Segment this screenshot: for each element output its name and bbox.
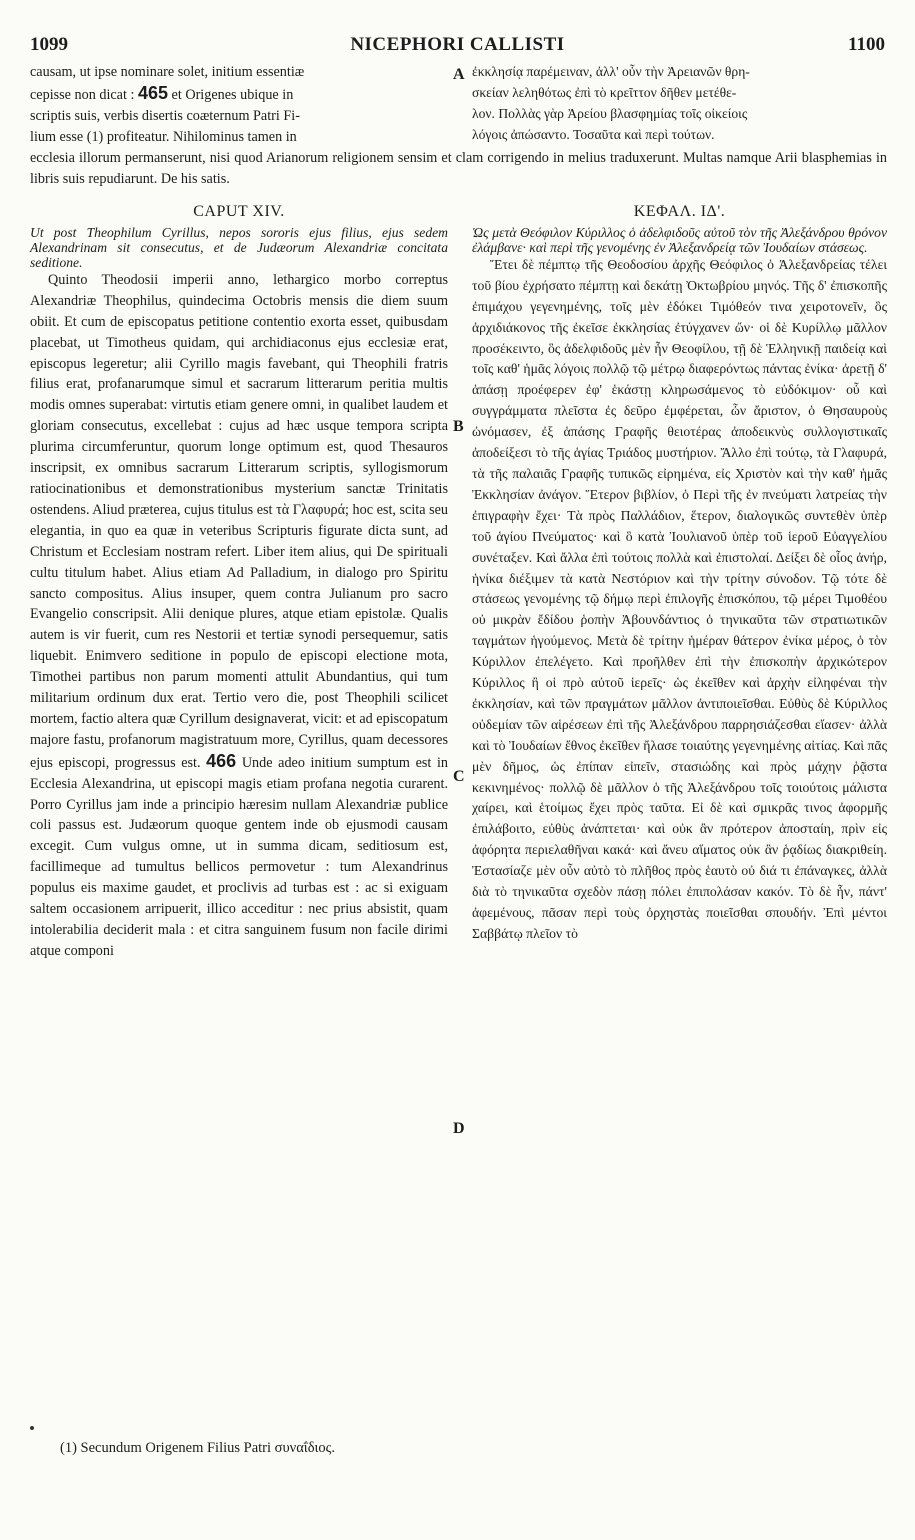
page-number-right: 1100 (848, 34, 885, 55)
latin-body: Quinto Theodosii imperii anno, lethargico morbo correptus Alexandriæ Theophilus, quindecima Octobris mensis die diem suum obiit. Et cum de episcopatus petitione contentio exorta esset, quibusdam placebat, ut Timotheus quidam, qui archidiaconus ejus ecclesiæ erat, episcopus legeretur; alii Cyrillo magis favebant, qui Theophili fratris filius erat, profanarumque simul et sacrarum litterarum peritia multis modis omnes superabat: virtutis etiam genere omni, in qualibet laudem et gloriam consecutus, excellebat : cujus ad hæc usque tempora scripta plurima circumferuntur, quorum longe optimum est, quod Thesauros inscripsit, ex omnibus sacrarum Litterarum scriptis, syllogismorum ratiocinationibus et demonstrationibus mysterium sanctæ Trinitatis ostendens. Aliud præterea, cujus titulus est τὰ Γλαφυρά; hoc est, scita seu elegantia, in quo ea quæ in veteribus Scripturis figurate dicta sunt, ad Christum et Ecclesiam nostram refert. Liber item alius, qui De spirituali cultu titulum habet. Alius etiam Ad Palladium, in dialogo pro Spiritu sancto compositus. Alius insuper, quem contra Julianum pro sacro Evangelio conscripsit. Alii denique plures, atque etiam epistolæ. Qualis autem is vir fuerit, cum res Nestorii et tertiæ synodi persequemur, satis liquebit. Enimvero seditione in populo de episcopi electione mota, Timothei partibus non parum momenti attulit Abundantius, qui tum militarium ordinum dux erat. Tertio vero die, post Theophili scilicet mortem, factio altera quæ Cyrillum designaverat, vicit: et ad episcopatum majore fastu, profanorum magistratuum more, Cyrillus, quam decessores ejus episcopi, progressus est. 466 Unde adeo initium sumptum est in Ecclesia Alexandrina, ut episcopi magis etiam profana negotia curarent. Porro Cyrillus jam inde a principio hæresim nullam Alexandriæ publice coli passus est. Judæorum quoque gentem inde ob ejusmodi causam excegit. Cum vulgus omne, ut in summa dicam, seditiosum est, facillimeque ad tumultus bellicos permovetur : tum Alexandrinus populus eis maxime gaudet, et proclivis ad turbas est : ac si exiguam saltem occasionem arripuerit, illico acceditur : nec prius absistit, quam intolerabilia deciderit mala : et citra sanguinem fusum non facile dirimi atque componi (30, 271, 449, 959)
intro-latin-line-1: causam, ut ipse nominare solet, initium essentiæ (30, 64, 305, 80)
running-title: NICEPHORI CALLISTI (350, 34, 565, 55)
margin-letter-d: D (453, 1120, 465, 1137)
intro-greek (472, 62, 887, 146)
page-number-left: 1099 (30, 34, 68, 55)
intro-greek-line-1: ἐκκλησίᾳ παρέμειναν, ἀλλ' οὖν τὴν Ἀρειανῶν θρη- (472, 64, 750, 79)
intro-latin-line-3: scriptis suis, verbis disertis coæternum Patri Fi- (30, 107, 300, 124)
greek-body: Ἔτει δὲ πέμπτῳ τῆς Θεοδοσίου ἀρχῆς Θεόφιλος ὁ Ἀλεξανδρείας τέλει τοῦ βίου ἐχρήσατο πέμπτῃ καὶ δεκάτῃ Ὀκτωβρίου μηνός. Τῆς δ' ἐπισκοπῆς ἐπιμάχου γεγενημένης, τοῖς μὲν ἐδόκει Τιμόθεόν τινα χειροτονεῖν, ὃς ἀρχιδιάκονος τῆς ἐκεῖσε ἐκκλησίας ἐτύγχανεν ὤν· οἱ δὲ Κυρίλλῳ μᾶλλον προσέκειντο, ὃς ἀδελφιδοῦς μὲν ἦν Θεοφίλου, τῇ δὲ Ἑλληνικῇ παιδείᾳ καὶ τοῖς καθ' ἡμᾶς λόγοις πολλῷ τῷ μέτρῳ διαφερόντως πάντας ἐνίκα· ἀρετῇ δ' ἁπάσῃ προέφερεν ἐφ' ἑκάστῃ κληρωσάμενος τὸ εὐδόκιμον· οὗ καὶ συγγράμματα πλεῖστα ἐς δεῦρο ἐμφέρεται, ὧν ἄριστον, ὁ Θησαυροὺς ὠνόμασεν, ἐξ ἁπάσης Γραφῆς θειοτέρας ἀποδεικνὺς συλλογιστικαῖς ἀποδείξεσι τὸ τῆς ἁγίας Τριάδος μυστήριον. Ἄλλο ἐπὶ τούτῳ, τὰ Γλαφυρά, τὰ τῆς παλαιᾶς Γραφῆς τυπικῶς εἰρημένα, εἰς Χριστὸν καὶ τὴν καθ' ἡμᾶς Ἐκκλησίαν ἀνάγον. Ἕτερον βιβλίον, ὁ Περὶ τῆς ἐν πνεύματι λατρείας τὴν ἐπιγραφὴν ἔχει· Τὰ πρὸς Παλλάδιον, ἕτερον, διαλογικῶς συντεθὲν ὑπὲρ τοῦ ἁγίου Πνεύματος· καὶ ὃ κατὰ Ἰουλιανοῦ ὑπὲρ τοῦ ἱεροῦ Εὐαγγελίου συνέταξεν. Καὶ ἄλλα ἐπὶ τούτοις πολλὰ καὶ ἐπιστολαί. Δείξει δὲ οἷος ἀνήρ, ἡνίκα διέξιμεν τὰ κατὰ Νεστόριον καὶ τὴν τρίτην σύνοδον. Τῷ τότε δὲ στάσεως γενομένης τῷ δήμῳ περὶ ἐπιλογῆς ἐπισκόπου, τῷ μέρει Τιμοθέου οὐ μικρὰν ἔδίδου ῥοπὴν Ἀβουνδάντιος ὁ τηνικαῦτα τῶν στρατιωτικῶν ταγμάτων ἡγούμενος. Μετὰ δὲ τρίτην ἡμέραν θάτερον ἐνίκα μέρος, ὁ τὸν Κύριλλον ἐπελέγετο. Καὶ προῆλθεν ἐπὶ τὴν ἐπισκοπὴν ἀρχικώτερον Κύριλλος ἢ οἱ πρὸ αὐτοῦ ἱερεῖς· ὡς ἐκεῖθεν καὶ ἀρχὴν εἰληφέναι τὴν ἐκκλησίαν, καὶ τῶν πραγμάτων μᾶλλον ἀντιποιεῖσθαι. Εὐθὺς δὲ Κύριλλος οὐδεμίαν τῶν αἱρέσεων ἐπὶ τῆς Ἀλεξάνδρου παρρησιάζεσθαι εἴασεν· ἀλλὰ καὶ τὸ Ἰουδαίων ἔθνος ἐκεῖθεν ἤλασε τοιαύτης γεγενημένης αἰτίας. Καὶ πᾶς μὲν δῆμος, ὡς ἐπίπαν εἰπεῖν, στασιώδης καὶ πρὸς μάχην ῥᾷστα κεκινημένος· πολλῷ δὲ μᾶλλον ὁ τῆς Ἀλεξάνδρου τοῖς τοιούτοις μάλιστα χαίρει, καὶ ἑτοίμως ἔχει πρὸς ταῦτα. Εἰ δὲ καὶ σμικρᾶς τινος ἀφορμῆς ἐπιλάβοιτο, εὐθὺς ἀνάπτεται· καὶ οὐκ ἂν πρότερον ἀποσταίη, πρὶν εἰς ἀφόρητα περιελαθῆναι κακά· καὶ ἄνευ αἵματος οὐκ ἂν ῥᾳδίως διακριθείη. Ἐστασίαζε μὲν οὖν αὐτὸ τὸ πλῆθος πρὸς ἑαυτὸ οὐ διά τι ἐπάναγκες, ἀλλὰ διὰ τὸ τηνικαῦτα σχεδὸν πάσῃ πόλει ἐπιπολάσαν κακόν. Τὸ δὲ ἦν, πάντ' ἀφεμένους, πᾶσαν περὶ τοὺς ὀρχηστὰς ποιεῖσθαι σπουδήν. Ἐπὶ μέντοι Σαββάτῳ πλεῖον τὸ (472, 256, 887, 941)
margin-letter-a: A (453, 66, 465, 83)
intro-greek-line-3: λον. Πολλὰς γὰρ Ἀρείου βλασφημίας τοῖς οἰκείοις (472, 105, 748, 121)
latin-chapter-title: CAPUT XIV. (193, 203, 285, 220)
page-header (30, 34, 885, 56)
margin-letter-c: C (453, 768, 465, 785)
intro-greek-line-4: λόγοις ἀπώσαντο. Τοσαῦτα καὶ περὶ τούτων. (472, 126, 715, 142)
page-marker-465: 465 (137, 82, 168, 103)
footnote-marker-dot (30, 1426, 34, 1430)
footnote: (1) Secundum Origenem Filius Patri συναΐδιος. (60, 1440, 336, 1456)
intro-latin-line-2: cepisse non dicat : 465 et Origenes ubique in (30, 82, 294, 103)
greek-chapter-title: ΚΕΦΑΛ. ΙΔ'. (633, 203, 726, 220)
intro-latin (30, 62, 448, 148)
margin-letter-b: B (453, 418, 464, 435)
intro-latin-line-4: lium esse (1) profiteatur. Nihilominus tamen in (30, 128, 297, 145)
latin-column (30, 194, 448, 962)
page-marker-466: 466 (206, 750, 237, 771)
greek-chapter-summary: Ὡς μετὰ Θεόφιλον Κύριλλος ὁ ἀδελφιδοῦς αὐτοῦ τὸν τῆς Ἀλεξάνδρου θρόνον ἐλάμβανε· καὶ περὶ τῆς γενομένης ἐν Ἀλεξανδρείᾳ τῶν Ἰουδαίων στάσεως. (472, 224, 887, 255)
latin-chapter-summary: Ut post Theophilum Cyrillus, nepos sororis ejus filius, ejus sedem Alexandrinam sit consecutus, et de Judæorum Alexandriæ concitata seditione. (30, 224, 448, 270)
greek-column (472, 194, 887, 945)
intro-full-width-text: ecclesia illorum permanserunt, nisi quod Arianorum religionem sensim et clam corrigendo in melius traduxerunt. Multas namque Arii blasphemias in libris suis repudiarunt. De his satis. (30, 150, 887, 187)
intro-greek-line-2: σκείαν λεληθότως ἐπὶ τὸ κρεῖττον δῆθεν μετέθε- (472, 84, 737, 100)
